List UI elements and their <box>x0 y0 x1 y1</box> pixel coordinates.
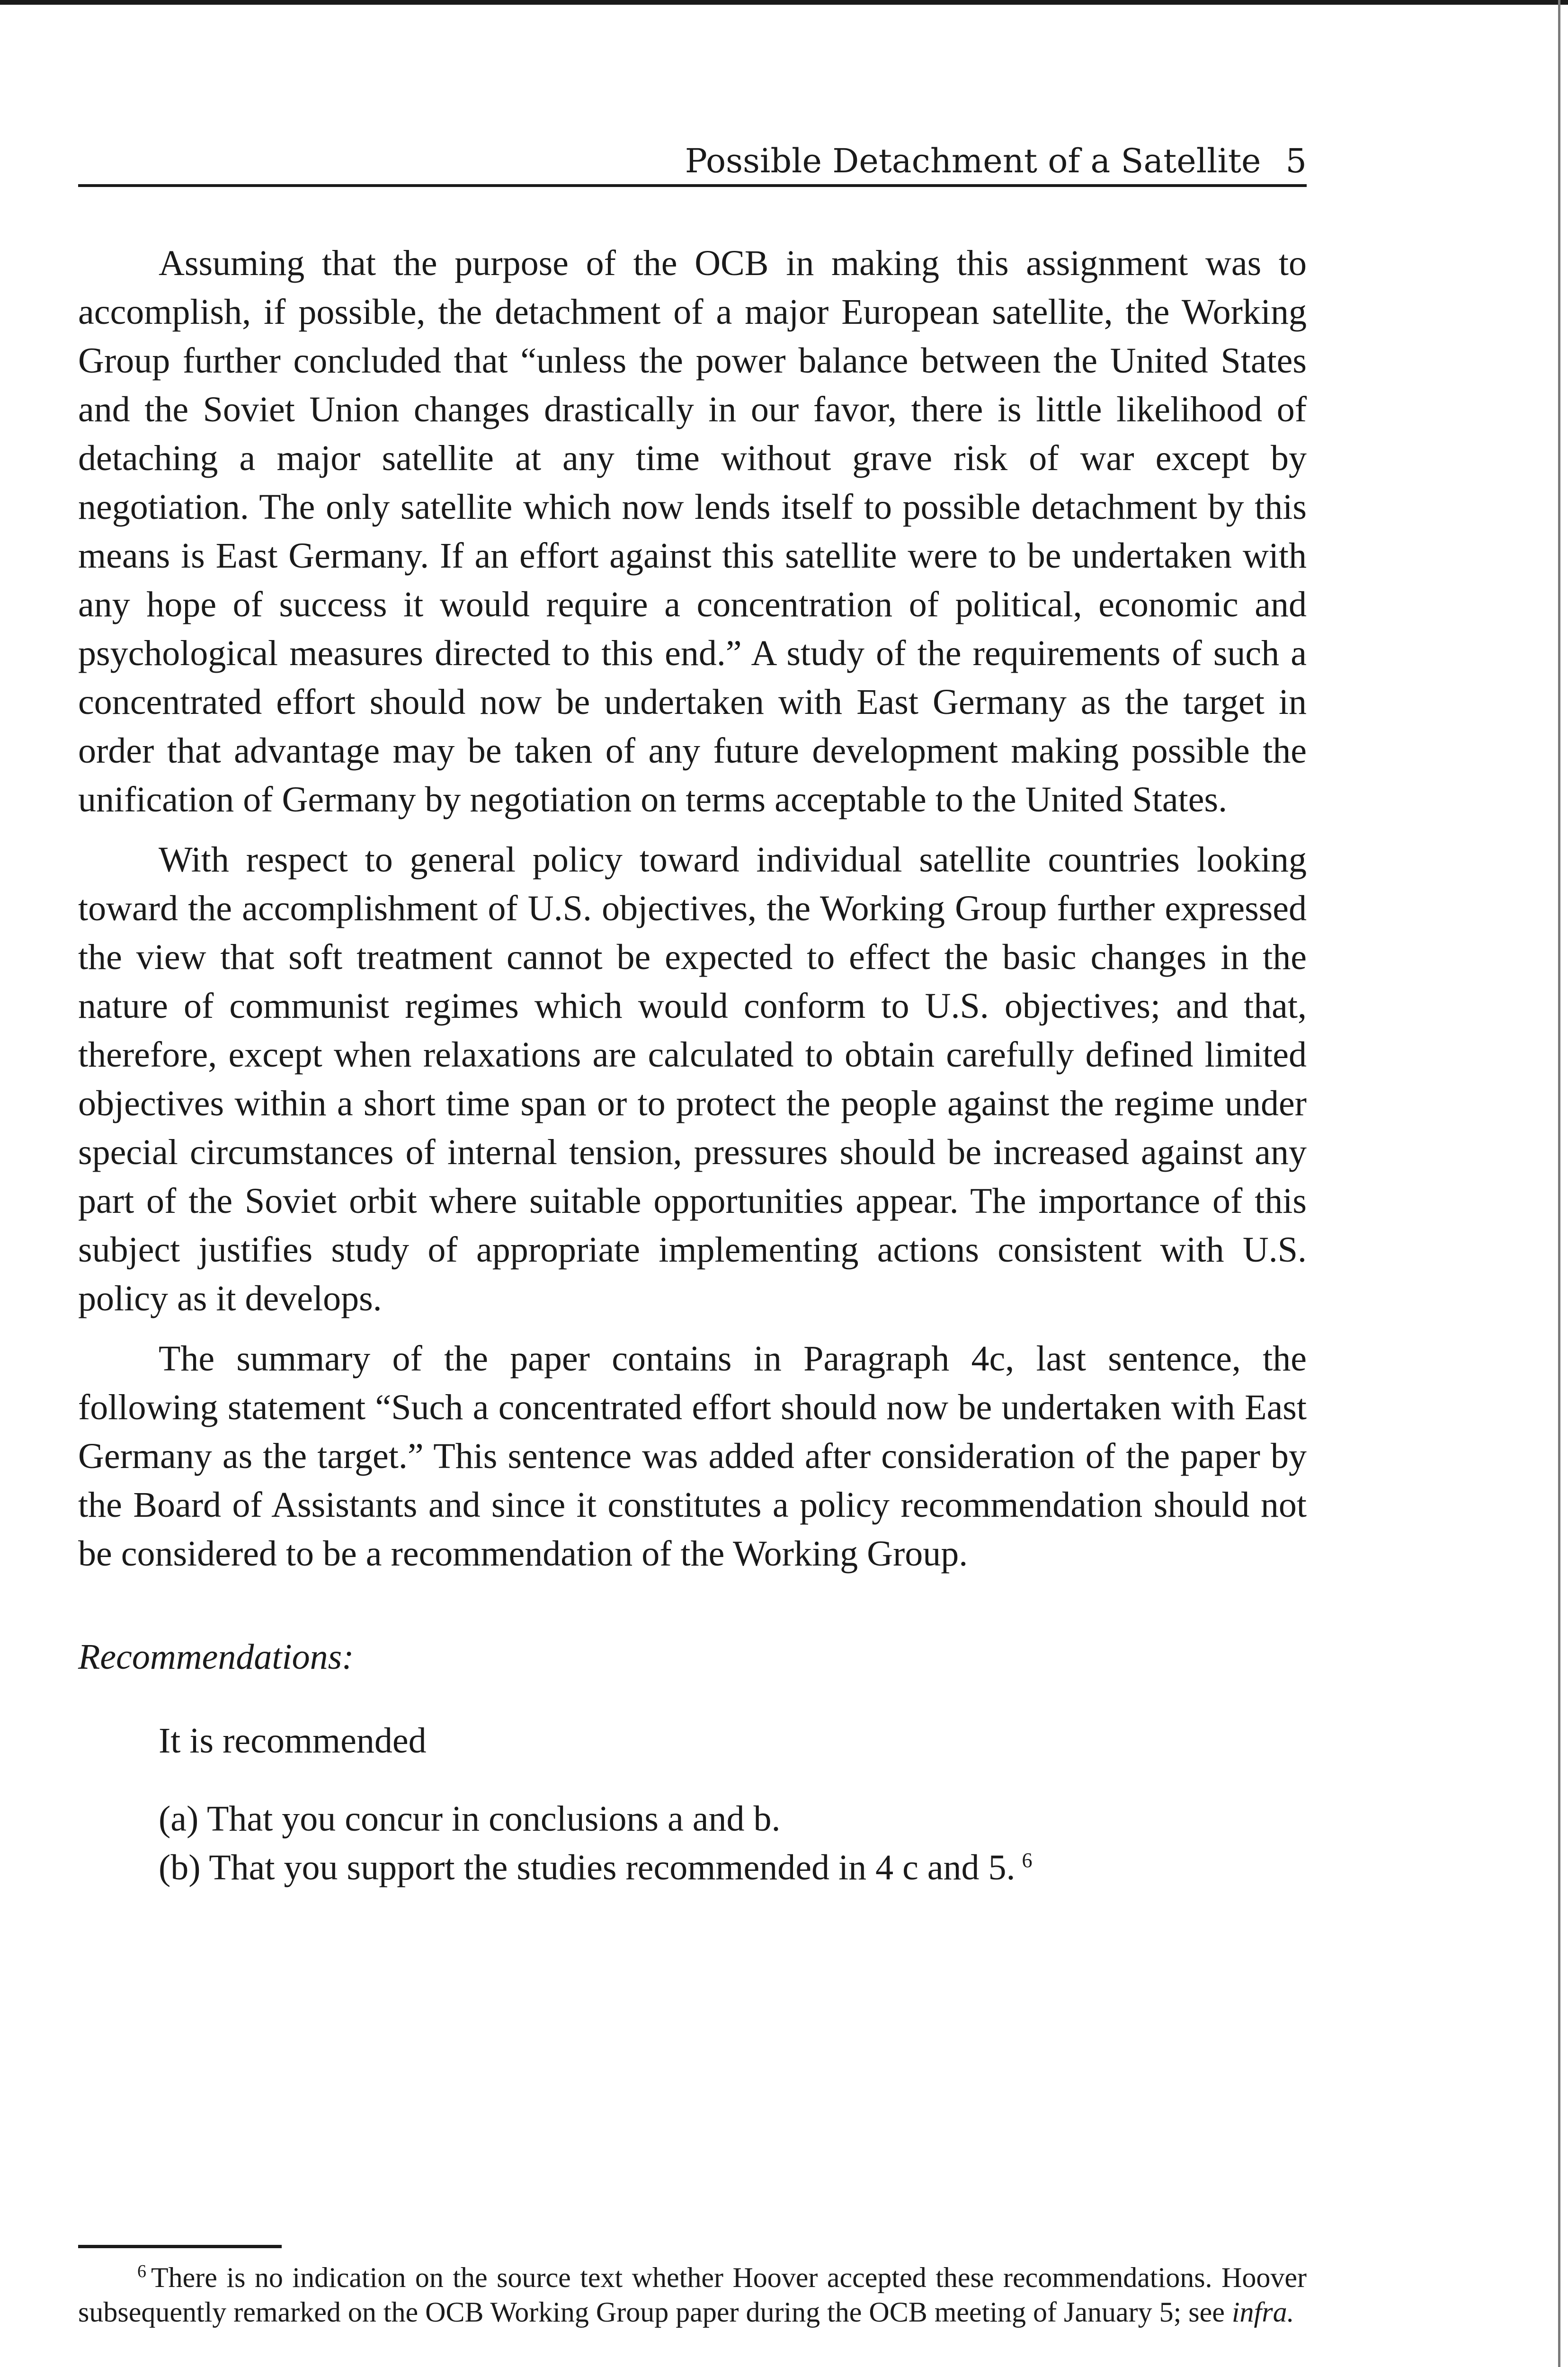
running-head <box>78 135 1307 187</box>
footnote-text: There is no indication on the source text whether Hoover accepted these recommendations. Hoover subsequently remarked on the OCB Working Group paper during the OCB meeting of January 5; see <box>78 2262 1307 2328</box>
footnote-number: 6 <box>137 2261 146 2281</box>
footnote <box>78 2260 1307 2330</box>
recommendations-list <box>78 1795 1307 1892</box>
recommendation-item-a <box>159 1795 1307 1843</box>
recommendation-text-a: (a) That you concur in conclusions a and b. <box>159 1799 781 1839</box>
recommendation-item-b <box>159 1843 1307 1892</box>
body-paragraph-2: With respect to general policy toward individual satellite countries looking toward the accomplishment of U.S. objectives, the Working Group further expressed the view that soft treatment cannot be expected to effect the basic changes in the nature of communist regimes which would conform to U.S. objectives; and that, therefore, except when relaxations are calculated to obtain carefully defined limited objectives within a short time span or to protect the people against the regime under special circumstances of internal tension, pressures should be increased against any part of the Soviet orbit where suitable opportunities appear. The importance of this subject justifies study of appropriate implementing actions consistent with U.S. policy as it develops. <box>78 840 1307 1318</box>
body-paragraph-1: Assuming that the purpose of the OCB in making this assignment was to accomplish, if possible, the detachment of a major European satellite, the Working Group further concluded that “unless the power balance between the United States and the Soviet Union changes drastically in our favor, there is little likelihood of detaching a major satellite at any time without grave risk of war except by negotiation. The only satellite which now lends itself to possible detachment by this means is East Germany. If an effort against this satellite were to be undertaken with any hope of success it would require a concentration of political, economic and psychological measures directed to this end.” A study of the requirements of such a concentrated effort should now be undertaken with East Germany as the target in order that advantage may be taken of any future development making possible the unification of Germany by negotiation on terms acceptable to the United States. <box>78 243 1307 819</box>
footnote-rule <box>78 2245 282 2248</box>
recommendations-intro: It is recommended <box>159 1721 427 1761</box>
recommendation-text-b: (b) That you support the studies recommended in 4 c and 5. <box>159 1848 1016 1887</box>
right-edge-rule <box>1558 0 1560 2367</box>
footnote-emphasis: infra. <box>1231 2296 1294 2328</box>
footnote-reference: 6 <box>1022 1848 1033 1872</box>
body-paragraph-3: The summary of the paper contains in Paragraph 4c, last sentence, the following statement “Such a concentrated effort should now be undertaken with East Germany as the target.” This sentence was added after consideration of the paper by the Board of Assistants and since it constitutes a policy recommendation should not be considered to be a recommendation of the Working Group. <box>78 1339 1307 1574</box>
top-edge-rule <box>0 0 1568 5</box>
recommendations-heading: Recommendations: <box>78 1637 354 1677</box>
page-number: 5 <box>1285 142 1307 180</box>
page-body <box>78 239 1307 1892</box>
running-head-title: Possible Detachment of a Satellite <box>685 142 1261 180</box>
